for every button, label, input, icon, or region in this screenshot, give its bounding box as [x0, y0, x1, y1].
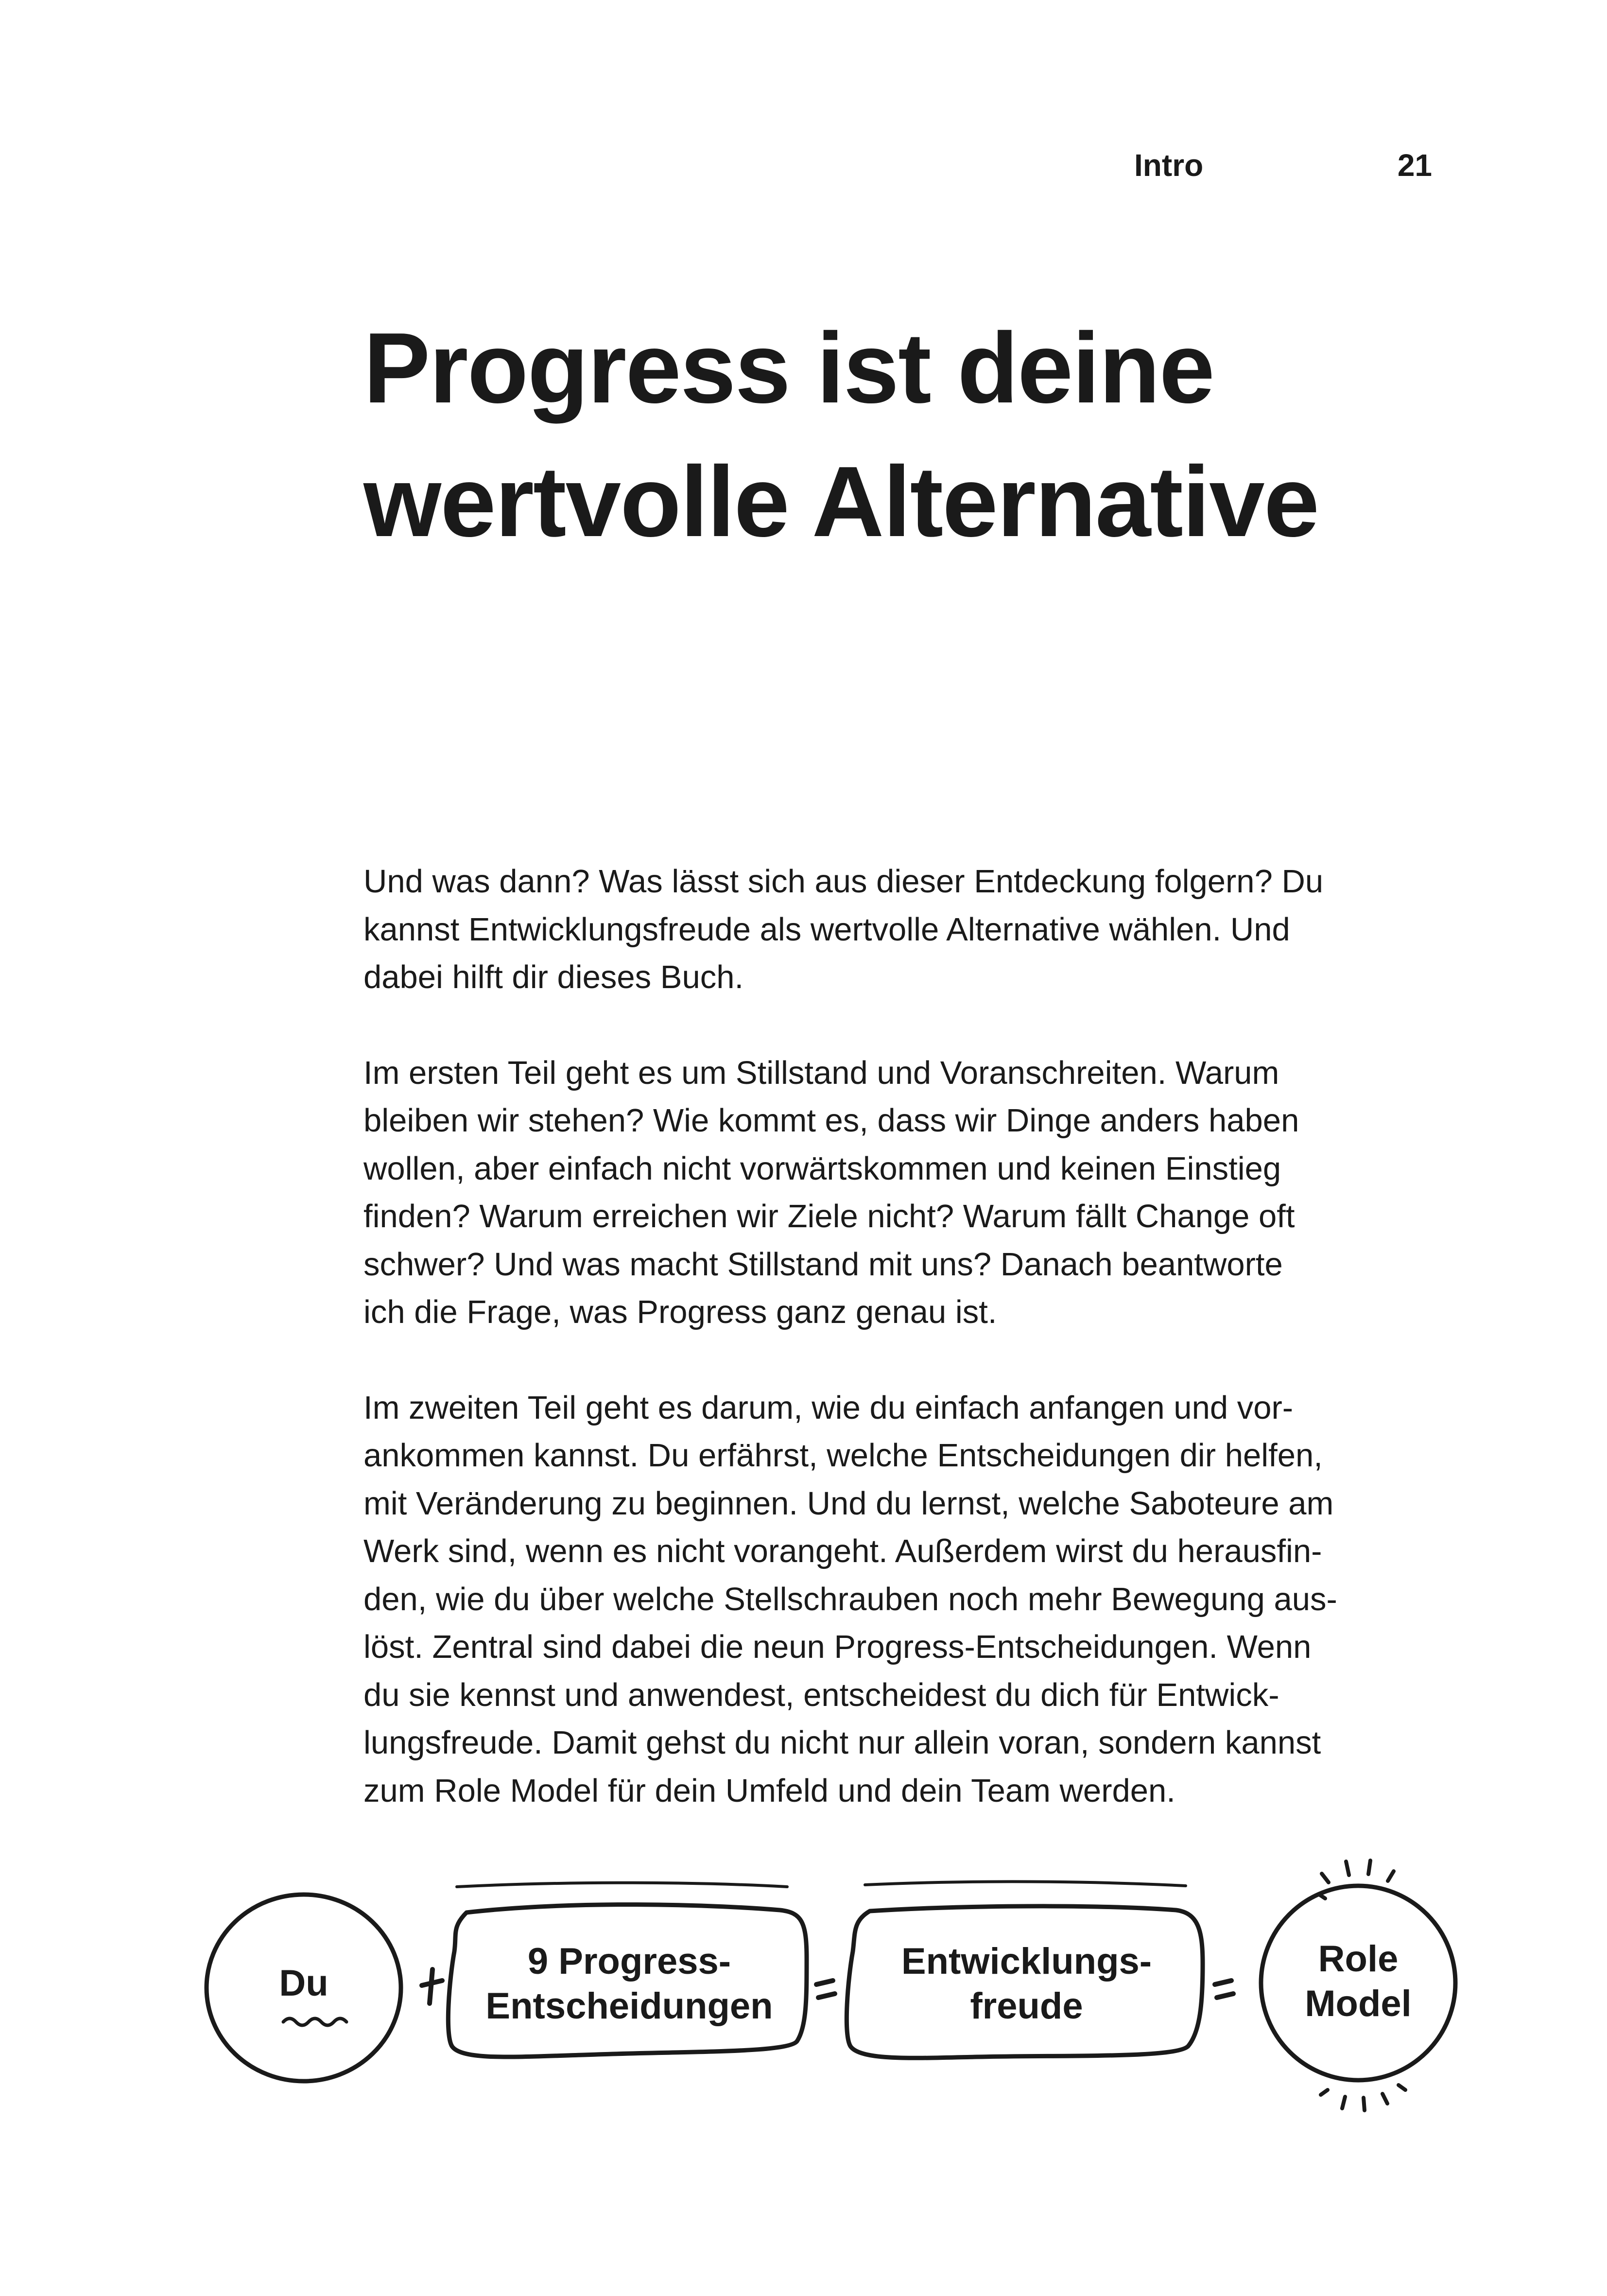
- box-overline: [457, 1883, 787, 1887]
- text-line: Im zweiten Teil geht es darum, wie du einfach anfangen und vor-: [363, 1389, 1294, 1426]
- term-entwicklungsfreude: Entwicklungs- freude: [901, 1941, 1152, 2027]
- text-line: dabei hilft dir dieses Buch.: [363, 959, 744, 995]
- text-line: Und was dann? Was lässt sich aus dieser Entdeckung folgern? Du: [363, 863, 1324, 900]
- term-du: Du: [279, 1963, 328, 2004]
- running-head: [0, 146, 1607, 185]
- text-line: wollen, aber einfach nicht vorwärtskommen und keinen Einstieg: [363, 1150, 1281, 1187]
- text-line: schwer? Und was macht Stillstand mit uns? Danach beantworte: [363, 1246, 1283, 1283]
- text-line: ich die Frage, was Progress ganz genau ist.: [363, 1294, 997, 1330]
- text-line: kannst Entwicklungsfreude als wertvolle Alternative wählen. Und: [363, 911, 1290, 948]
- plus-sign: [422, 1969, 442, 2003]
- text-line: ankommen kannst. Du erfährst, welche Entscheidungen dir helfen,: [363, 1437, 1323, 1474]
- page-title: [363, 301, 1481, 569]
- paragraph-part-two: [363, 1384, 1462, 1815]
- text-line: bleiben wir stehen? Wie kommt es, dass wir Dinge anders haben: [363, 1102, 1299, 1139]
- term-progress-entscheidungen: 9 Progress- Entscheidungen: [485, 1941, 773, 2027]
- paragraph-intro: [363, 858, 1462, 1002]
- text-line: Werk sind, wenn es nicht vorangeht. Außerdem wirst du herausfin-: [363, 1533, 1322, 1569]
- equals-sign-1: [816, 1981, 835, 1998]
- title-line: wertvolle Alternative: [363, 446, 1319, 557]
- text-line: den, wie du über welche Stellschrauben noch mehr Bewegung aus-: [363, 1581, 1337, 1618]
- text-line: zum Role Model für dein Umfeld und dein Team werden.: [363, 1772, 1175, 1809]
- section-label: Intro: [1134, 148, 1204, 183]
- title-line: Progress ist deine: [363, 312, 1214, 424]
- sparkle-rays-top: [1319, 1861, 1394, 1898]
- text-line: finden? Warum erreichen wir Ziele nicht? Warum fällt Change oft: [363, 1198, 1295, 1235]
- body-text: [363, 858, 1462, 1862]
- equals-sign-2: [1215, 1981, 1233, 1998]
- text-line: Im ersten Teil geht es um Stillstand und Voranschreiten. Warum: [363, 1054, 1279, 1091]
- text-line: lungsfreude. Damit gehst du nicht nur allein voran, sondern kannst: [363, 1724, 1321, 1761]
- box-overline: [865, 1881, 1186, 1886]
- text-line: mit Veränderung zu beginnen. Und du lernst, welche Saboteure am: [363, 1485, 1334, 1522]
- term-role-model: Role Model: [1305, 1938, 1412, 2024]
- squiggle-under-du: [283, 2018, 346, 2025]
- sparkle-rays-bottom: [1321, 2085, 1405, 2110]
- text-line: löst. Zentral sind dabei die neun Progress-Entscheidungen. Wenn: [363, 1629, 1312, 1665]
- paragraph-part-one: [363, 1049, 1462, 1337]
- text-line: du sie kennst und anwendest, entscheidest du dich für Entwick-: [363, 1676, 1279, 1713]
- formula-illustration: [0, 1837, 1607, 2139]
- page-number: 21: [1397, 148, 1432, 183]
